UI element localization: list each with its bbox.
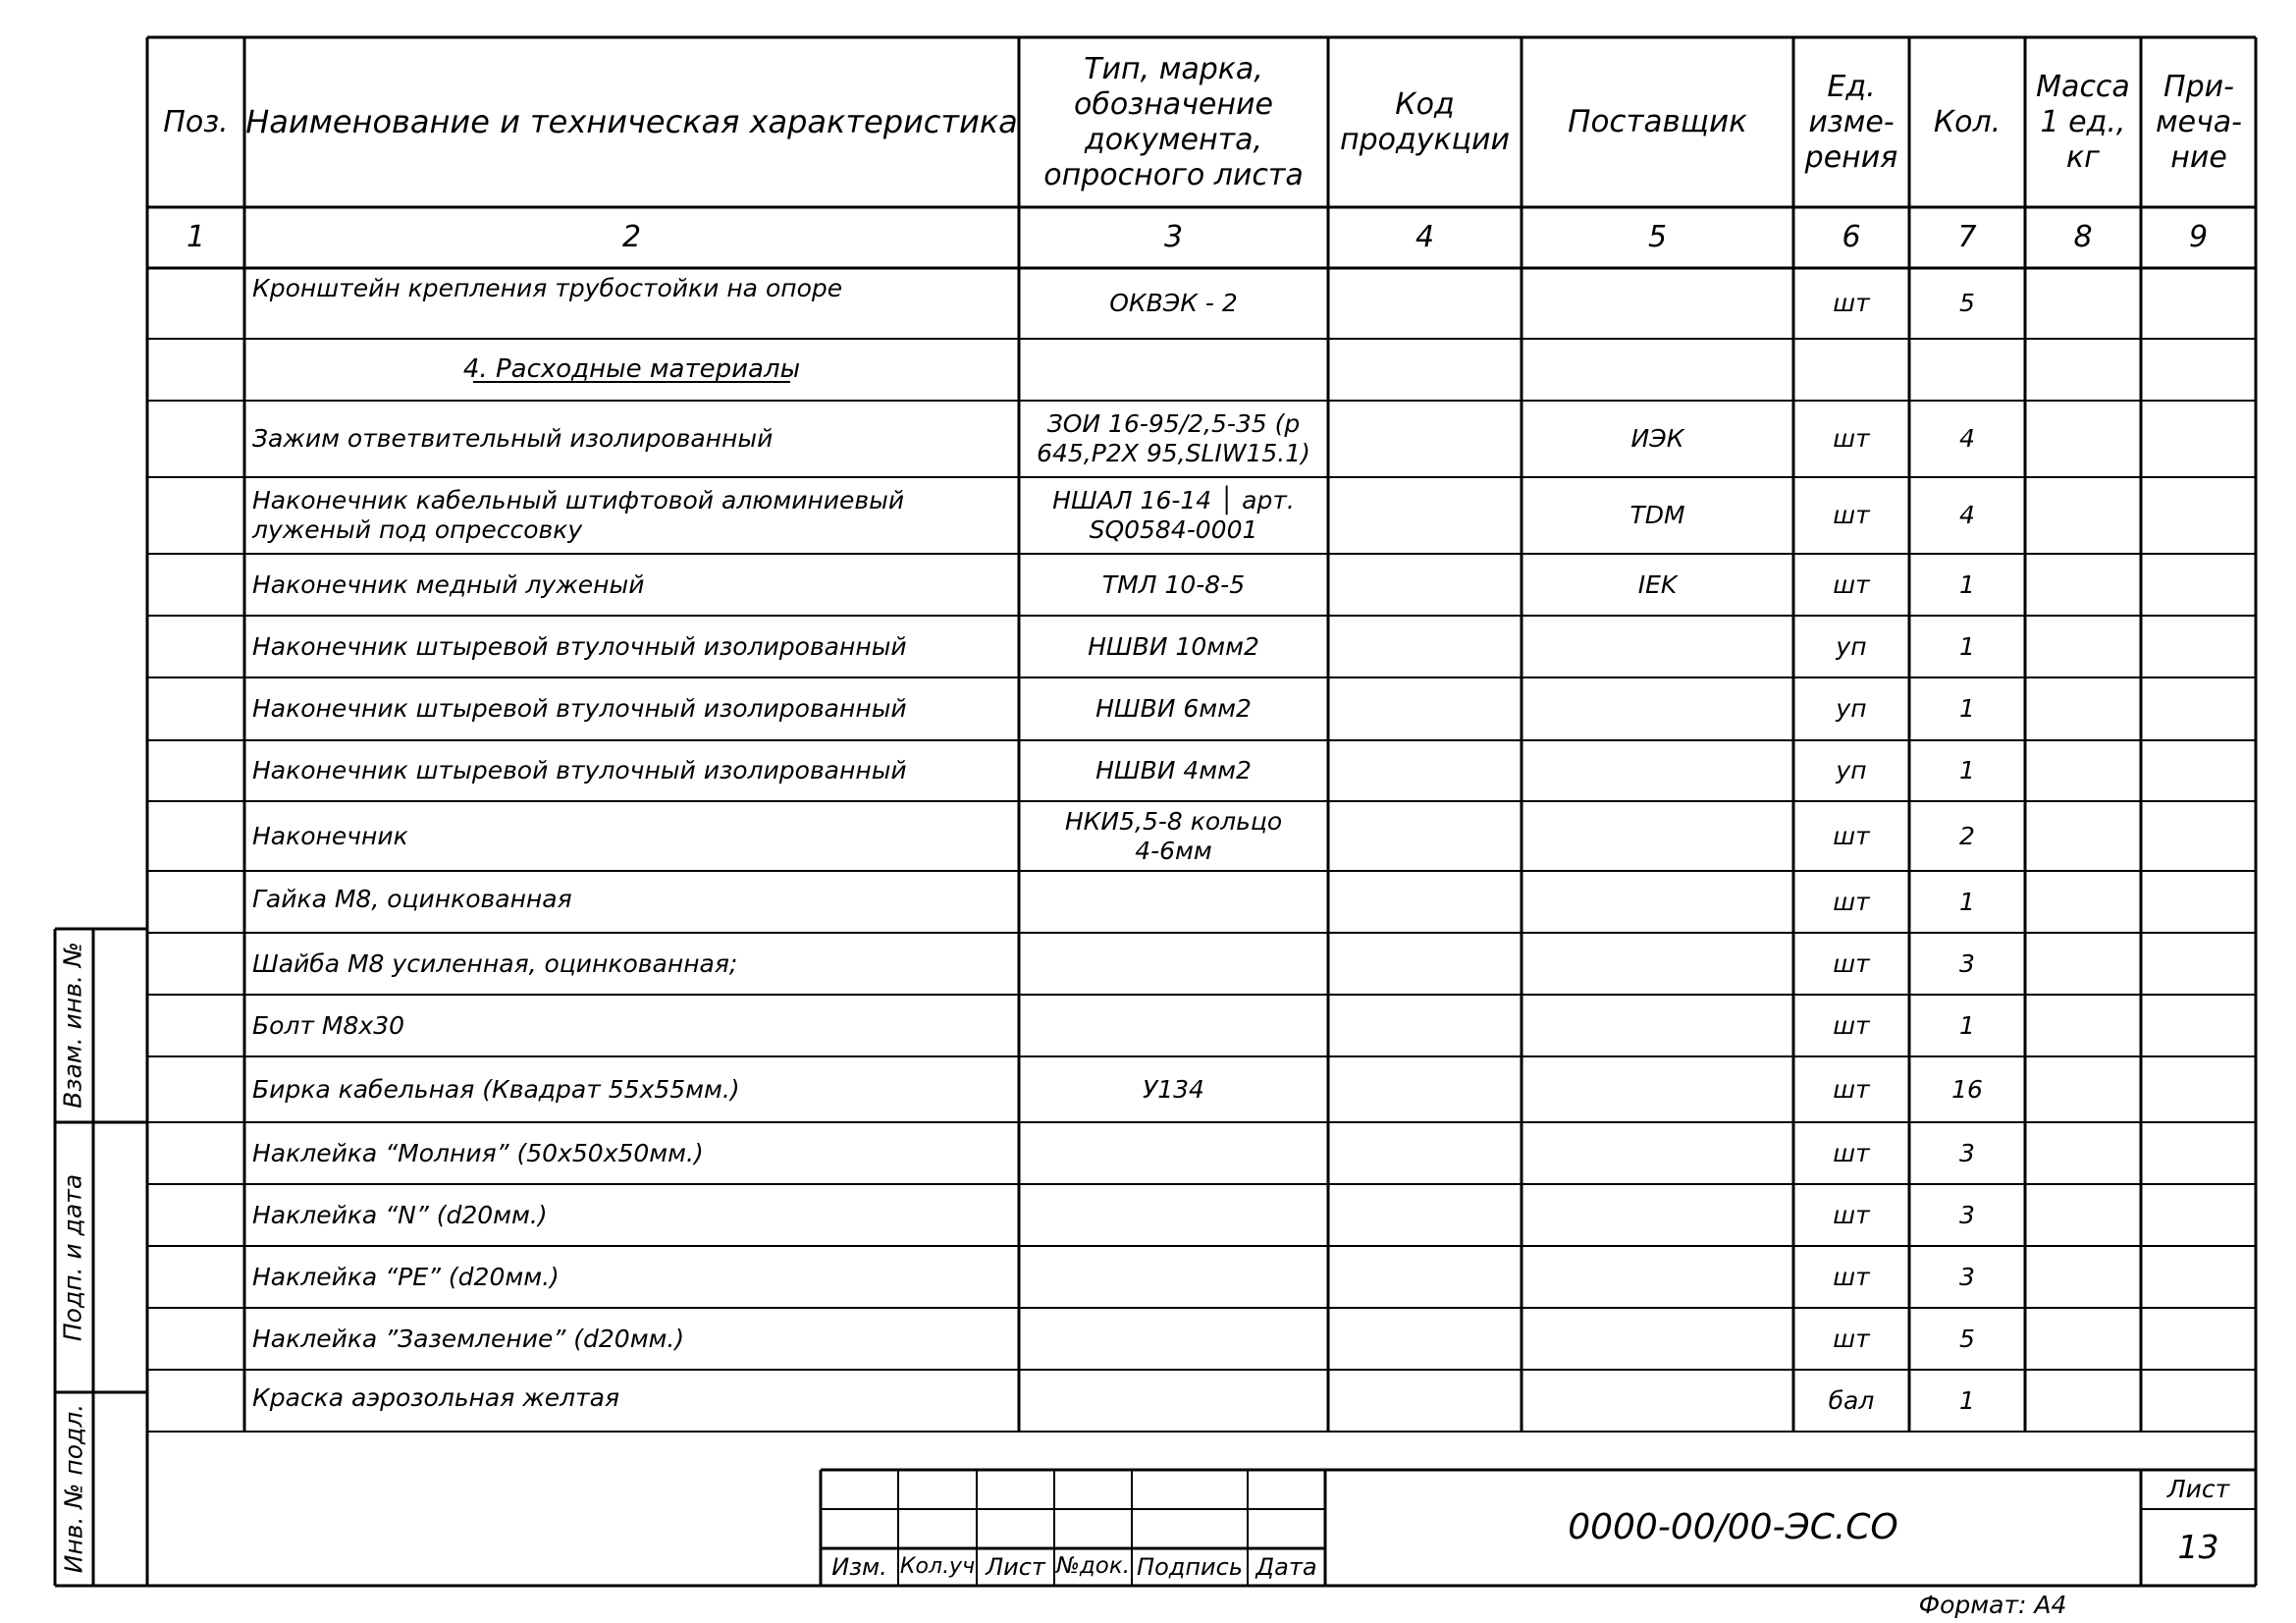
row-name: Гайка М8, оцинкованная: [252, 885, 572, 913]
row-qty: 3: [1959, 1262, 1975, 1291]
row-type: У134: [1143, 1074, 1204, 1104]
stamp-label: Дата: [1255, 1552, 1317, 1581]
row-qty: 1: [1959, 887, 1975, 916]
row-type: ЗОИ 16-95/2,5-35 (р 645,Р2Х 95,SLIW15.1): [1037, 409, 1310, 467]
row-qty: 2: [1959, 821, 1975, 850]
row-name: Бирка кабельная (Квадрат 55х55мм.): [252, 1074, 740, 1104]
col-number: 5: [1647, 220, 1668, 254]
row-qty: 5: [1959, 1324, 1975, 1353]
row-qty: 1: [1959, 1010, 1975, 1040]
stamp-label: Изм.: [831, 1552, 887, 1581]
row-type: НШВИ 4мм2: [1095, 756, 1252, 784]
row-type: НКИ5,5-8 кольцо 4-6мм: [1064, 806, 1283, 865]
col-number: 1: [186, 220, 206, 254]
row-unit: уп: [1836, 631, 1867, 661]
row-name: Кронштейн крепления трубостойки на опоре: [252, 274, 843, 302]
row-type: НШВИ 10мм2: [1088, 631, 1259, 661]
row-type: НШАЛ 16-14 │ арт. SQ0584-0001: [1052, 486, 1295, 544]
row-qty: 5: [1959, 289, 1975, 317]
row-type: ОКВЭК - 2: [1109, 289, 1238, 317]
row-unit: шт: [1833, 1324, 1870, 1353]
row-unit: бал: [1828, 1385, 1875, 1415]
row-unit: шт: [1833, 1200, 1870, 1229]
header-supplier: Поставщик: [1568, 103, 1747, 139]
row-unit: шт: [1833, 501, 1870, 529]
row-name: Наклейка ”Заземление” (d20мм.): [252, 1324, 685, 1353]
row-unit: шт: [1833, 1262, 1870, 1291]
row-qty: 1: [1959, 631, 1975, 661]
header-note: При- меча- ние: [2155, 69, 2243, 175]
row-name: Наконечник медный луженый: [252, 569, 645, 599]
row-name: Наклейка “N” (d20мм.): [252, 1200, 548, 1229]
row-qty: 1: [1959, 569, 1975, 599]
header-unit: Ед. изме- рения: [1804, 69, 1898, 175]
row-unit: уп: [1836, 756, 1867, 784]
row-qty: 1: [1959, 756, 1975, 784]
row-qty: 3: [1959, 1200, 1975, 1229]
header-qty: Кол.: [1933, 104, 2002, 139]
row-qty: 1: [1959, 694, 1975, 723]
row-supplier: ИЭК: [1630, 424, 1684, 453]
row-unit: шт: [1833, 1138, 1870, 1167]
row-unit: уп: [1836, 694, 1867, 723]
format-label: Формат: А4: [1918, 1591, 2067, 1619]
col-number: 4: [1415, 220, 1435, 254]
header-pos: Поз.: [163, 104, 229, 139]
row-qty: 4: [1959, 424, 1975, 453]
row-unit: шт: [1833, 1010, 1870, 1040]
sheet-label: Лист: [2166, 1475, 2230, 1503]
row-type: ТМЛ 10-8-5: [1101, 569, 1246, 599]
header-name: Наименование и техническая характеристика: [245, 103, 1018, 141]
stamp-label: №док.: [1055, 1553, 1131, 1580]
col-number: 2: [621, 220, 642, 254]
side-label-vzam: Взам. инв. №: [58, 942, 87, 1109]
row-name: Краска аэрозольная желтая: [252, 1383, 620, 1412]
row-supplier: TDM: [1629, 501, 1685, 529]
row-name: Болт М8х30: [252, 1010, 405, 1040]
row-unit: шт: [1833, 948, 1870, 978]
row-name: Наконечник штыревой втулочный изолированный: [252, 631, 907, 661]
row-unit: шт: [1833, 289, 1870, 317]
col-number: 8: [2073, 220, 2093, 254]
row-qty: 3: [1959, 1138, 1975, 1167]
row-unit: шт: [1833, 1074, 1870, 1104]
side-label-inv: Инв. № подл.: [59, 1403, 88, 1574]
header-type: Тип, марка, обозначение документа, опросного листа: [1043, 51, 1304, 192]
row-qty: 16: [1951, 1074, 1983, 1104]
row-qty: 3: [1959, 948, 1975, 978]
col-number: 3: [1163, 220, 1184, 254]
row-qty: 4: [1959, 501, 1975, 529]
row-qty: 1: [1959, 1385, 1975, 1415]
row-name: Наклейка “PE” (d20мм.): [252, 1262, 560, 1291]
stamp-label: Кол.уч: [899, 1553, 976, 1579]
row-unit: шт: [1833, 887, 1870, 916]
side-label-podp: Подп. и дата: [58, 1173, 87, 1342]
row-name: Наконечник штыревой втулочный изолированный: [252, 756, 907, 784]
row-name: Зажим ответвительный изолированный: [252, 424, 774, 453]
document-code: 0000-00/00-ЭС.СО: [1568, 1507, 1898, 1548]
stamp-label: Подпись: [1137, 1552, 1243, 1581]
row-name: Наконечник штыревой втулочный изолированный: [252, 694, 907, 723]
row-supplier: IEK: [1637, 569, 1678, 599]
row-name: Шайба М8 усиленная, оцинкованная;: [252, 948, 738, 978]
section-title: 4. Расходные материалы: [462, 353, 801, 384]
col-number: 6: [1842, 220, 1861, 254]
header-code: Код продукции: [1339, 86, 1511, 157]
col-number: 9: [2188, 220, 2209, 254]
row-name: Наконечник: [252, 821, 408, 850]
col-number: 7: [1957, 220, 1977, 254]
sheet-number: 13: [2177, 1528, 2219, 1567]
row-name: Наконечник кабельный штифтовой алюминиевый луженый под опрессовку: [252, 486, 905, 544]
header-mass: Масса 1 ед., кг: [2036, 69, 2130, 175]
row-name: Наклейка “Молния” (50х50х50мм.): [252, 1138, 704, 1167]
row-unit: шт: [1833, 821, 1870, 850]
row-unit: шт: [1833, 569, 1870, 599]
row-unit: шт: [1833, 424, 1870, 453]
stamp-label: Лист: [986, 1552, 1045, 1581]
row-type: НШВИ 6мм2: [1095, 694, 1252, 723]
